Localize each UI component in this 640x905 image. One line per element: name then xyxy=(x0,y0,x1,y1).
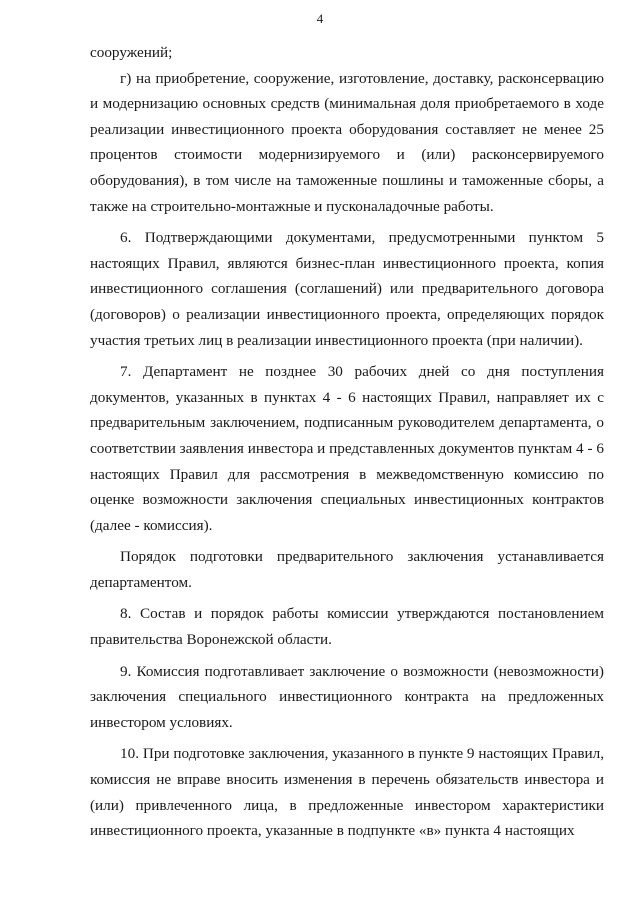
paragraph-preliminary-conclusion: Порядок подготовки предварительного заключения устанавливается департаментом. xyxy=(90,548,604,591)
page-number: 4 xyxy=(316,11,324,26)
paragraph-subitem-g: г) на приобретение, сооружение, изготовление, доставку, расконсервацию и модернизацию основных средств (минимальная доля приобретаемого в ходе реализации инвестиционного проекта оборудования составляет не менее 25 процентов стоимости модернизируемого и (или) расконсервируемого оборудования), в том числе на таможенные пошлины и таможенные сборы, а также на строительно-монтажные и пусконаладочные работы. xyxy=(90,69,604,215)
paragraph-item-6: 6. Подтверждающими документами, предусмотренными пунктом 5 настоящих Правил, являются бизнес-план инвестиционного проекта, копия инвестиционного соглашения (соглашений) или предварительного договора (договоров) о реализации инвестиционного проекта, определяющих порядок участия третьих лиц в реализации инвестиционного проекта (при наличии). xyxy=(90,229,604,349)
paragraph-item-9: 9. Комиссия подготавливает заключение о возможности (невозможности) заключения специального инвестиционного контракта на предложенных инвестором условиях. xyxy=(90,662,604,731)
paragraph-item-10: 10. При подготовке заключения, указанного в пункте 9 настоящих Правил, комиссия не вправе вносить изменения в перечень обязательств инвестора и (или) привлеченного лица, в предложенные инвестором характеристики инвестиционного проекта, указанные в подпункте «в» пункта 4 настоящих xyxy=(90,745,604,840)
paragraph-item-8: 8. Состав и порядок работы комиссии утверждаются постановлением правительства Воронежской области. xyxy=(90,605,604,649)
document-body xyxy=(90,40,604,844)
paragraph-item-7: 7. Департамент не позднее 30 рабочих дней со дня поступления документов, указанных в пунктах 4 - 6 настоящих Правил, направляет их с предварительным заключением, подписанным руководителем департамента, о соответствии заявления инвестора и представленных документов пунктам 4 - 6 настоящих Правил для рассмотрения в межведомственную комиссию по оценке возможности заключения специальных инвестиционных контрактов (далее - комиссия). xyxy=(90,363,604,534)
paragraph-continuation: сооружений; xyxy=(90,44,173,61)
